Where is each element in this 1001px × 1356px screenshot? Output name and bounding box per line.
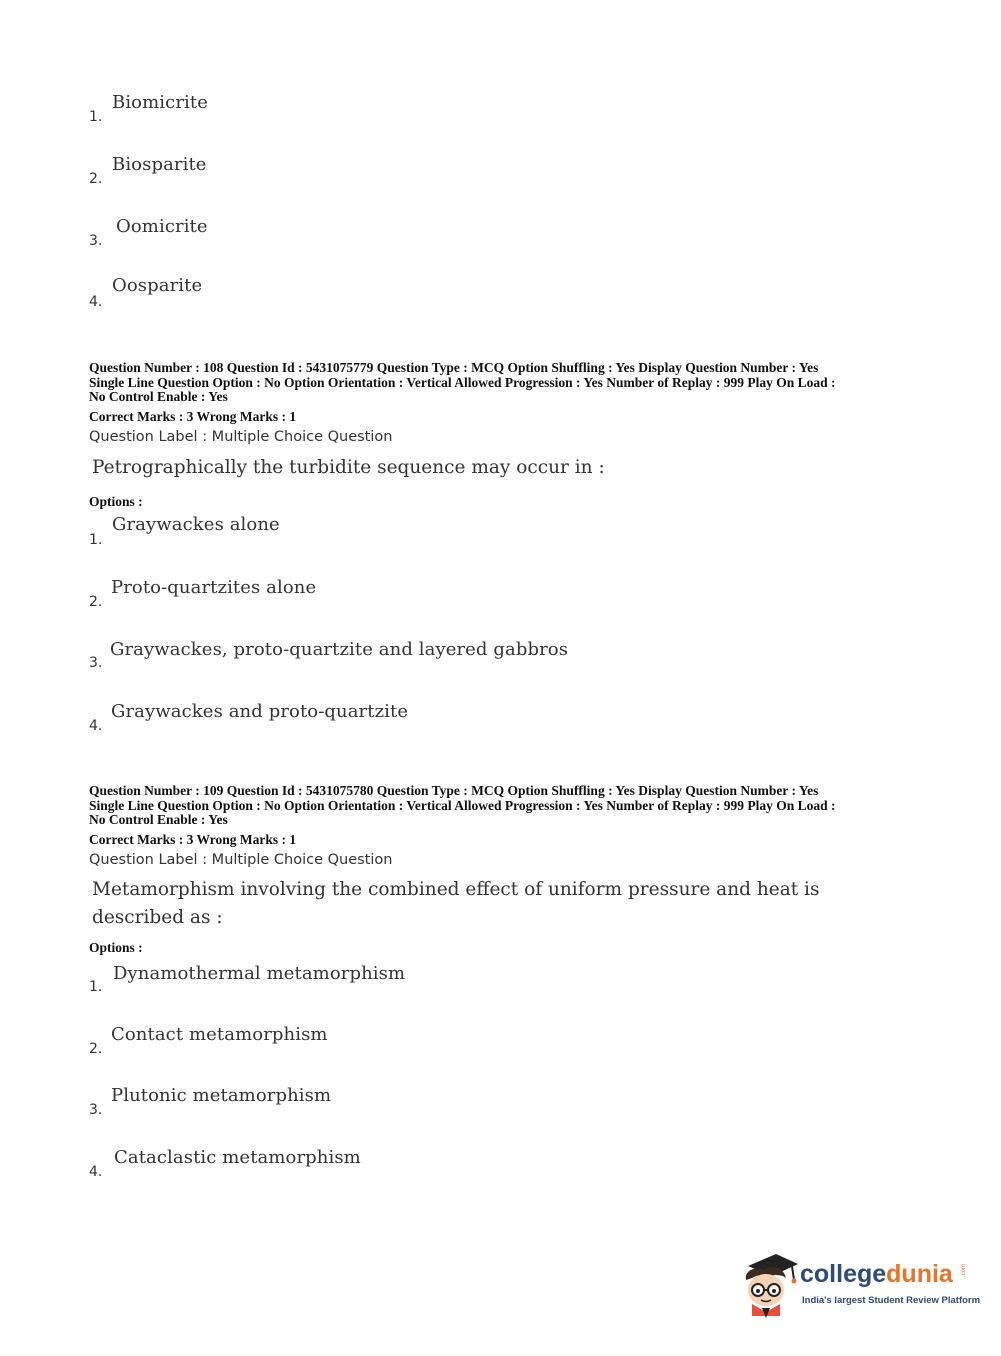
q109-question-text <box>92 876 819 932</box>
option-number: 1. <box>89 979 103 995</box>
brand-name <box>800 1260 953 1289</box>
option-text: Oomicrite <box>116 216 208 237</box>
option-number: 4. <box>89 718 103 734</box>
q108-meta-line-1: Question Number : 108 Question Id : 5431075779 Question Type : MCQ Option Shuffling : Yes Display Question Number : Yes <box>89 360 819 375</box>
option-number: 2. <box>89 171 103 187</box>
q109-label: Question Label : Multiple Choice Question <box>89 852 393 868</box>
option-number: 2. <box>89 594 103 610</box>
q108-metadata <box>89 361 949 405</box>
q108-question-line-1: Petrographically the turbidite sequence may occur in : <box>92 457 605 478</box>
option-number: 3. <box>89 1102 103 1118</box>
q108-meta-line-2: Single Line Question Option : No Option Orientation : Vertical Allowed Progression : Yes Number of Replay : 999 Play On Load : <box>89 374 836 390</box>
q109-meta-line-1: Question Number : 109 Question Id : 5431075780 Question Type : MCQ Option Shuffling : Yes Display Question Number : Yes <box>89 783 819 798</box>
option-text: Proto-quartzites alone <box>111 577 317 598</box>
q109-meta-line-2: Single Line Question Option : No Option Orientation : Vertical Allowed Progression : Yes Number of Replay : 999 Play On Load : <box>89 797 836 813</box>
q108-options-heading: Options : <box>89 494 143 509</box>
brand-name-dunia: dunia <box>886 1260 953 1288</box>
option-number: 2. <box>89 1041 103 1057</box>
brand-domain-suffix: .com <box>961 1264 967 1278</box>
option-text: Graywackes alone <box>112 514 280 535</box>
option-text: Plutonic metamorphism <box>111 1085 332 1106</box>
option-number: 1. <box>89 532 103 548</box>
q109-meta-line-3: No Control Enable : Yes <box>89 812 228 827</box>
option-text: Graywackes and proto-quartzite <box>111 701 409 722</box>
option-text: Biosparite <box>112 154 207 175</box>
q108-meta-line-3: No Control Enable : Yes <box>89 389 228 404</box>
q108-label: Question Label : Multiple Choice Question <box>89 429 393 445</box>
option-text: Graywackes, proto-quartzite and layered gabbros <box>110 639 569 660</box>
q109-question-line-2: described as : <box>92 907 223 928</box>
option-number: 4. <box>89 294 103 310</box>
collegedunia-logo[interactable] <box>742 1250 981 1320</box>
mascot-icon <box>742 1250 800 1318</box>
option-number: 3. <box>89 655 103 671</box>
q109-options-heading: Options : <box>89 940 143 955</box>
q108-marks: Correct Marks : 3 Wrong Marks : 1 <box>89 409 297 424</box>
q109-marks: Correct Marks : 3 Wrong Marks : 1 <box>89 832 297 847</box>
q109-metadata <box>89 784 949 828</box>
brand-name-college: college <box>800 1260 887 1288</box>
q109-question-line-1: Metamorphism involving the combined effect of uniform pressure and heat is <box>92 879 820 900</box>
option-number: 3. <box>89 233 103 249</box>
option-text: Biomicrite <box>112 92 208 113</box>
option-text: Contact metamorphism <box>111 1024 328 1045</box>
option-number: 1. <box>89 109 103 125</box>
option-text: Cataclastic metamorphism <box>114 1147 361 1168</box>
brand-tagline: India's largest Student Review Platform <box>802 1295 981 1306</box>
option-text: Dynamothermal metamorphism <box>113 963 406 984</box>
q108-question-text <box>92 454 605 482</box>
option-number: 4. <box>89 1164 103 1180</box>
option-text: Oosparite <box>112 275 203 296</box>
